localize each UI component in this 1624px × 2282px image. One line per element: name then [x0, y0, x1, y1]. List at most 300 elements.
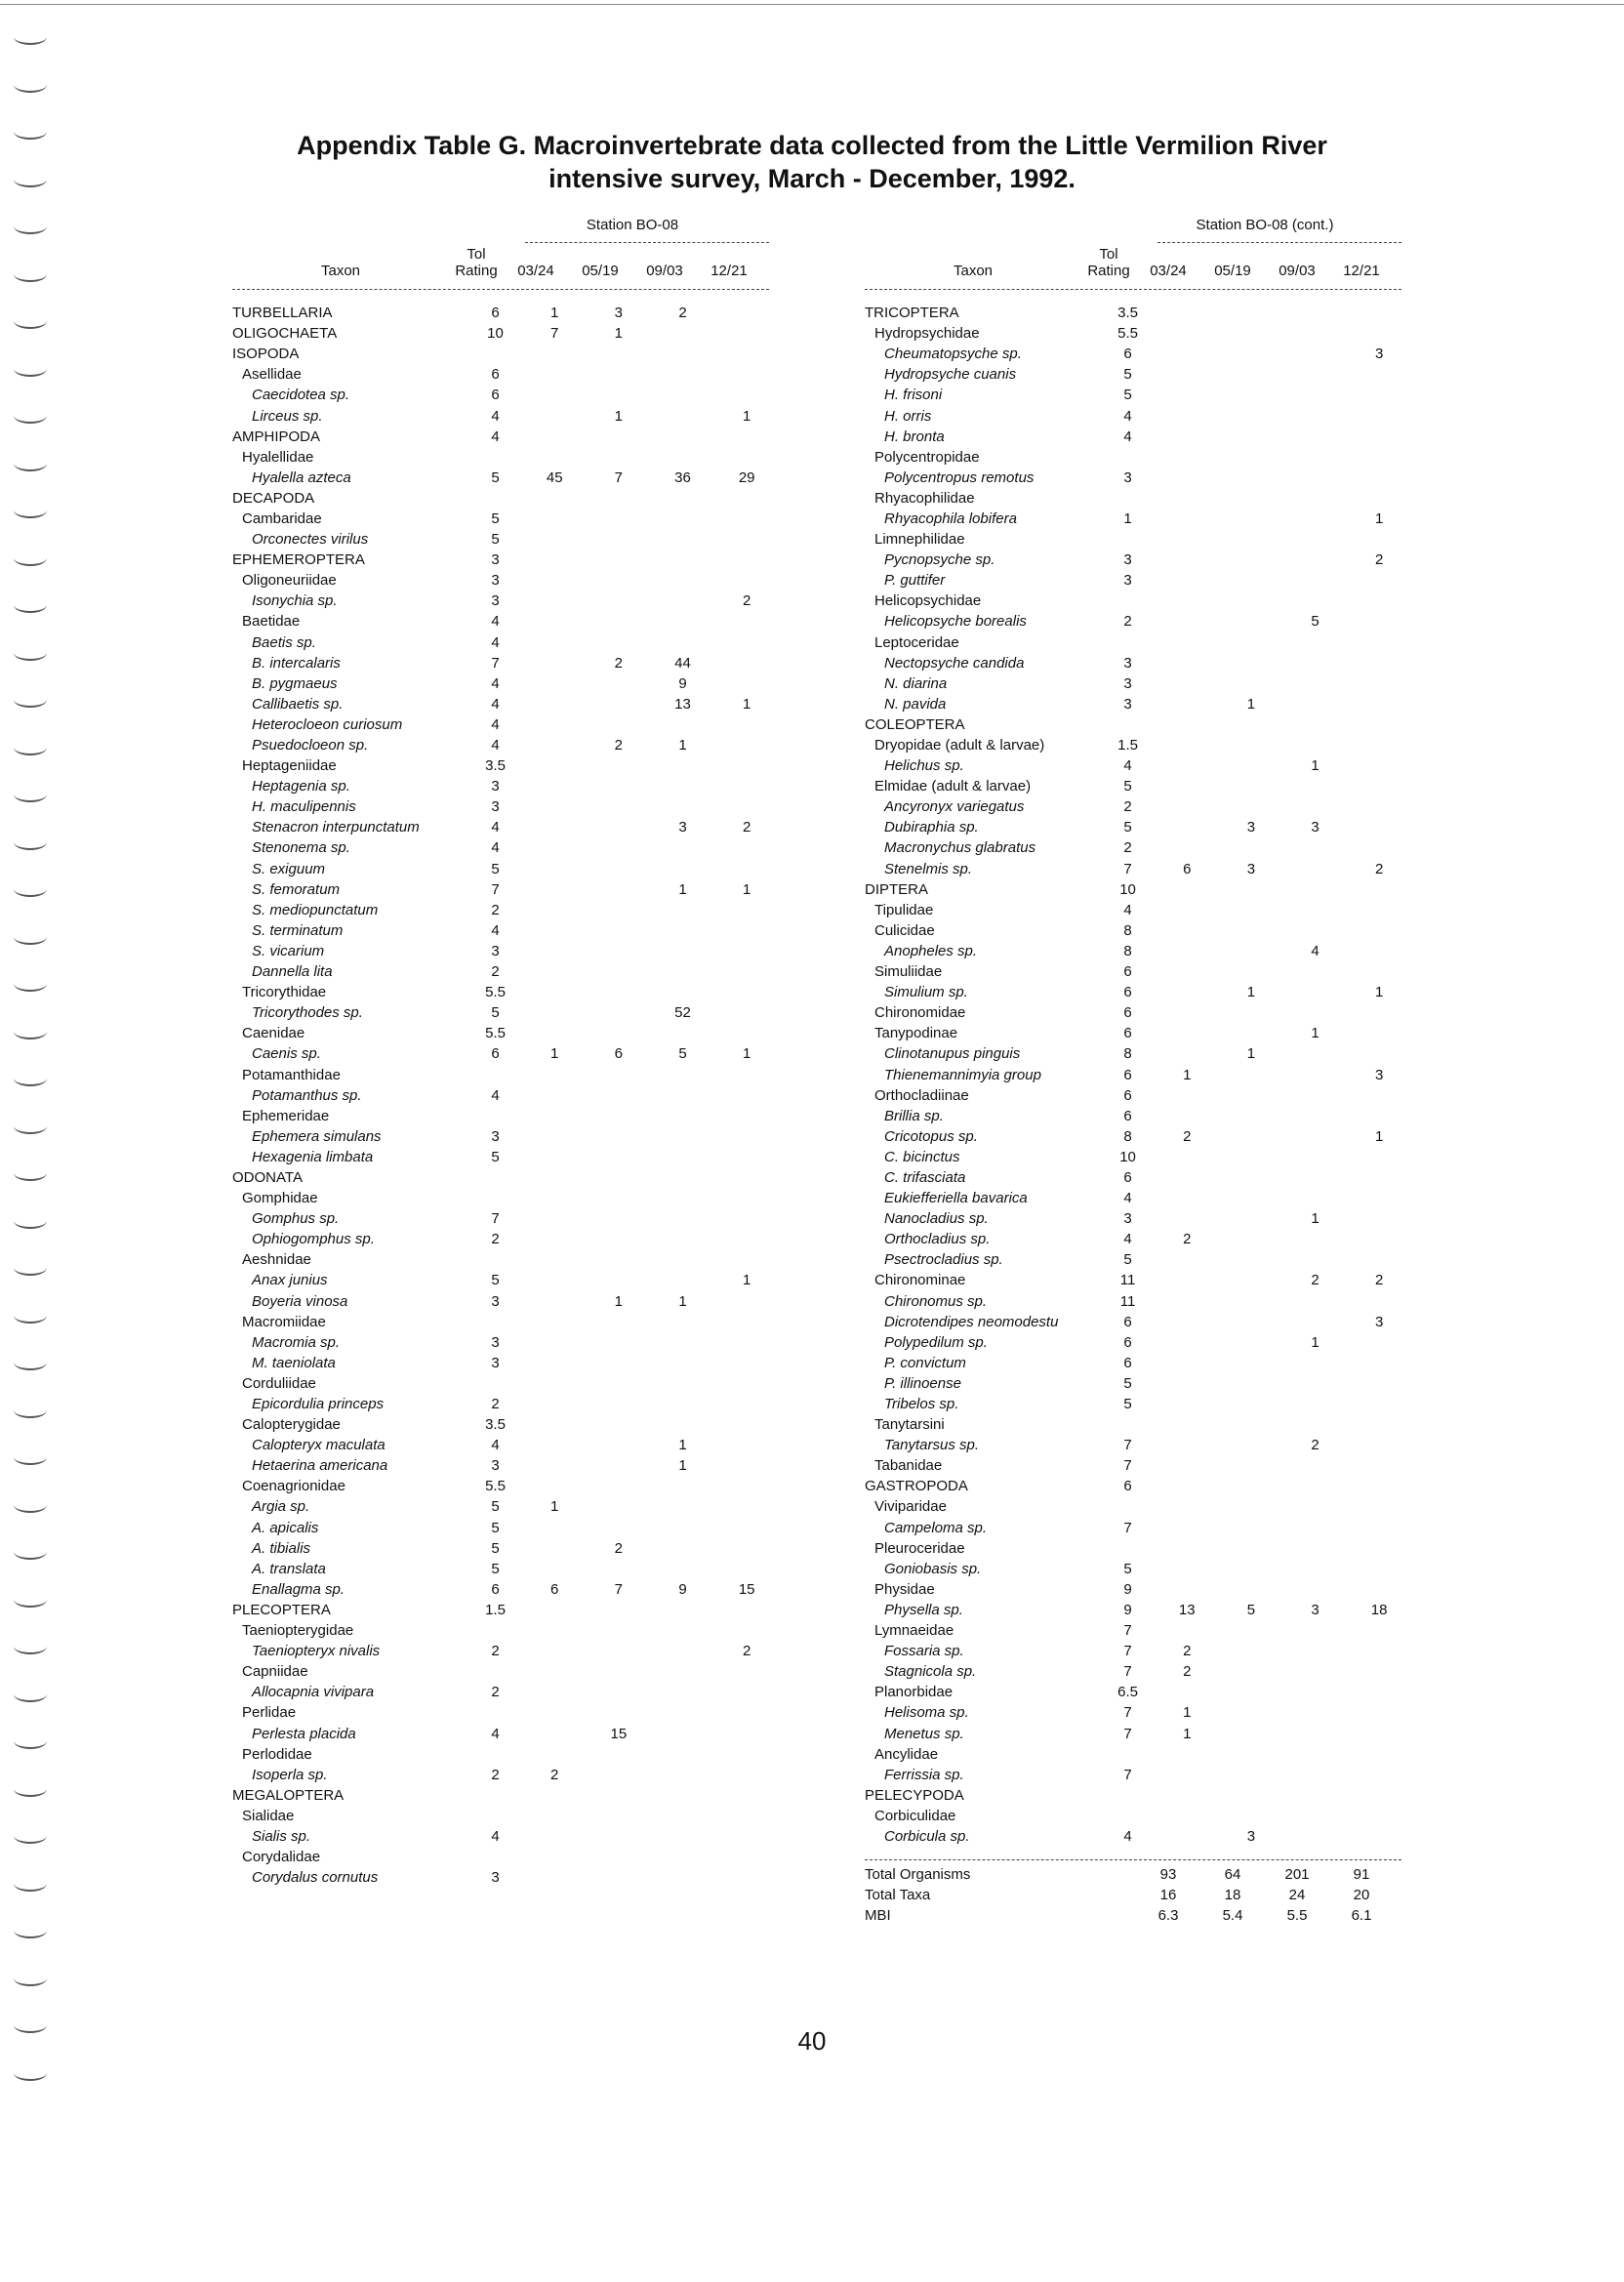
count-0519-cell — [1219, 1518, 1283, 1538]
count-0324-cell — [1155, 468, 1219, 488]
table-row — [232, 1023, 779, 1043]
binding-mark — [14, 645, 47, 661]
taxon-cell: Hydropsychidae — [874, 325, 980, 343]
tol-rating-cell: 3 — [491, 1292, 500, 1310]
tol-rating-cell — [468, 1702, 523, 1723]
totals-table — [865, 1864, 1394, 1926]
taxon-cell: GASTROPODA — [865, 1478, 968, 1495]
binding-mark — [14, 29, 47, 45]
taxon-cell: ODONATA — [232, 1168, 303, 1186]
binding-mark — [14, 1355, 47, 1370]
count-1221-cell — [1347, 1332, 1411, 1353]
tol-rating-cell — [468, 1661, 523, 1682]
table-row — [232, 837, 779, 858]
count-0519-cell — [1219, 776, 1283, 796]
count-0903-cell — [651, 405, 715, 426]
count-0903-cell — [1283, 1043, 1348, 1064]
count-0324-cell — [522, 1847, 587, 1867]
count-1221-cell — [714, 1744, 779, 1765]
taxon-cell: Tabanidae — [874, 1457, 943, 1475]
count-0324-cell — [1155, 1002, 1219, 1023]
taxon-cell: Dryopidae (adult & larvae) — [874, 737, 1045, 754]
count-1221-cell — [714, 1332, 779, 1353]
count-0519-cell — [1219, 427, 1283, 447]
count-1221-cell: 1 — [1374, 1127, 1384, 1145]
count-0519-cell — [1219, 1744, 1283, 1765]
table-row — [865, 385, 1411, 405]
tol-rating-cell: 7 — [491, 880, 500, 898]
count-0324-cell — [522, 1291, 587, 1312]
taxon-cell: Corbiculidae — [874, 1807, 956, 1824]
count-1221-cell: 1 — [1374, 509, 1384, 527]
count-0519-cell: 7 — [614, 469, 624, 486]
count-0519-cell — [587, 1867, 651, 1888]
count-0903-cell — [651, 1682, 715, 1702]
count-0903-cell — [1283, 776, 1348, 796]
count-0519-cell — [587, 1126, 651, 1147]
binding-mark — [14, 2065, 47, 2081]
count-0324-cell — [1155, 941, 1219, 961]
count-0519-cell — [1219, 1661, 1283, 1682]
count-0324-cell — [1155, 1476, 1219, 1496]
header-date-2: 05/19 — [1214, 263, 1251, 279]
binding-mark — [14, 976, 47, 992]
count-1221-cell — [714, 1312, 779, 1332]
count-0519-cell — [1219, 344, 1283, 364]
count-1221-cell — [714, 1702, 779, 1723]
taxon-cell: Stenelmis sp. — [884, 860, 973, 877]
tol-rating-cell: 5.5 — [485, 1478, 506, 1495]
count-0324-cell: 2 — [550, 1766, 559, 1783]
taxon-cell: Tricorythidae — [242, 984, 327, 1001]
binding-mark — [14, 361, 47, 377]
tol-rating-cell: 6 — [1123, 1025, 1132, 1042]
taxon-cell: Corbicula sp. — [884, 1827, 970, 1845]
count-0903-cell — [651, 859, 715, 879]
taxon-cell: Corydalus cornutus — [252, 1869, 379, 1887]
count-0324-cell — [1155, 529, 1219, 550]
count-0519-cell — [1219, 1414, 1283, 1435]
count-0519-cell — [1219, 303, 1283, 323]
table-row — [865, 1702, 1411, 1723]
count-0324-cell — [1155, 550, 1219, 570]
table-row — [232, 859, 779, 879]
count-0903-cell — [1283, 427, 1348, 447]
count-0324-cell — [1155, 1435, 1219, 1455]
table-row — [865, 1023, 1411, 1043]
tol-rating-cell: 5 — [1123, 1374, 1132, 1392]
count-0324-cell — [1155, 1332, 1219, 1353]
tol-rating-cell: 6.5 — [1117, 1684, 1138, 1701]
table-row — [232, 776, 779, 796]
tol-rating-cell: 7 — [1123, 1622, 1132, 1640]
count-0903-cell — [651, 529, 715, 550]
binding-mark — [14, 124, 47, 140]
taxon-cell: Callibaetis sp. — [252, 695, 344, 713]
count-1221-cell — [714, 961, 779, 982]
binding-mark — [14, 1071, 47, 1086]
count-0519-cell — [587, 1312, 651, 1332]
count-0519-cell — [587, 488, 651, 509]
table-row — [232, 1826, 779, 1847]
tol-rating-cell: 5 — [491, 1272, 500, 1289]
count-0903-cell — [1283, 447, 1348, 468]
count-0903-cell — [1283, 488, 1348, 509]
taxon-cell: PLECOPTERA — [232, 1601, 331, 1618]
count-0519-cell — [587, 837, 651, 858]
count-1221-cell: 2 — [742, 1643, 751, 1660]
tol-rating-cell: 4 — [491, 1437, 500, 1454]
count-0324-cell — [1155, 920, 1219, 941]
count-0903-cell — [1283, 1785, 1348, 1806]
count-0519-cell — [587, 1353, 651, 1373]
count-0324-cell — [1155, 1023, 1219, 1043]
tol-rating-cell — [1101, 529, 1156, 550]
table-row — [232, 1353, 779, 1373]
count-0324-cell — [522, 385, 587, 405]
tol-rating-cell: 7 — [1123, 1519, 1132, 1536]
count-0903-cell — [1283, 879, 1348, 900]
binding-mark — [14, 1687, 47, 1702]
taxon-cell: A. apicalis — [252, 1519, 319, 1536]
binding-mark — [14, 77, 47, 93]
title-line-2: intensive survey, March - December, 1992. — [548, 164, 1076, 193]
taxon-cell: Oligoneuriidae — [242, 572, 337, 590]
count-0324-cell — [1155, 735, 1219, 755]
count-0903-cell — [1283, 796, 1348, 817]
count-0519-cell: 3 — [614, 305, 624, 322]
binding-mark — [14, 1733, 47, 1749]
count-1221-cell — [714, 385, 779, 405]
count-0519-cell — [1219, 570, 1283, 591]
tol-rating-cell — [1101, 1785, 1156, 1806]
count-0519-cell — [1219, 385, 1283, 405]
count-1221-cell — [1347, 1291, 1411, 1312]
binding-mark — [14, 408, 47, 424]
count-0519-cell — [1219, 1126, 1283, 1147]
table-row — [232, 1002, 779, 1023]
count-0903-cell: 1 — [678, 1457, 687, 1475]
count-0519-cell — [1219, 1682, 1283, 1702]
binding-mark — [14, 1876, 47, 1892]
count-1221-cell — [1347, 1661, 1411, 1682]
count-0324-cell — [1155, 1518, 1219, 1538]
total-0519: 5.4 — [1222, 1907, 1243, 1924]
count-1221-cell — [714, 488, 779, 509]
count-0519-cell — [1219, 1620, 1283, 1641]
table-row — [865, 1002, 1411, 1023]
taxon-cell: Ephemeridae — [242, 1107, 330, 1124]
count-1221-cell — [1347, 1414, 1411, 1435]
count-0903-cell — [1283, 1641, 1348, 1661]
table-row — [865, 1518, 1411, 1538]
taxon-cell: Tanypodinae — [874, 1025, 958, 1042]
count-0903-cell — [1283, 1682, 1348, 1702]
count-0519-cell — [1219, 1106, 1283, 1126]
count-0324-cell: 6 — [1183, 860, 1192, 877]
table-row — [865, 900, 1411, 920]
count-1221-cell — [714, 611, 779, 632]
header-date-4: 12/21 — [710, 263, 748, 279]
count-0324-cell — [522, 1414, 587, 1435]
taxon-cell: A. translata — [252, 1560, 326, 1577]
table-row — [865, 1744, 1411, 1765]
taxon-cell: Orconectes virilus — [252, 531, 369, 549]
count-1221-cell — [714, 1518, 779, 1538]
taxon-cell: Aeshnidae — [242, 1251, 311, 1269]
table-row — [865, 1167, 1411, 1188]
table-row — [232, 673, 779, 694]
tol-rating-cell — [468, 1249, 523, 1270]
tol-rating-cell: 4 — [491, 674, 500, 692]
count-1221-cell — [1347, 1682, 1411, 1702]
tol-rating-cell: 2 — [491, 1766, 500, 1783]
total-0324: 16 — [1159, 1887, 1177, 1903]
count-0324-cell: 1 — [1183, 1704, 1192, 1722]
count-0519-cell — [1219, 1353, 1283, 1373]
count-0324-cell — [522, 941, 587, 961]
tol-rating-cell: 4 — [1123, 901, 1132, 918]
total-1221: 91 — [1353, 1866, 1370, 1883]
count-1221-cell — [1347, 1496, 1411, 1517]
taxon-cell: Ephemera simulans — [252, 1127, 382, 1145]
count-1221-cell — [1347, 1208, 1411, 1229]
count-0903-cell — [651, 1518, 715, 1538]
count-0903-cell — [651, 344, 715, 364]
taxon-cell: Chironominae — [874, 1272, 966, 1289]
count-0903-cell — [651, 1064, 715, 1084]
taxon-cell: B. intercalaris — [252, 654, 341, 672]
count-0903-cell: 2 — [678, 305, 687, 322]
count-0324-cell — [522, 1435, 587, 1455]
count-0324-cell: 1 — [1183, 1066, 1192, 1083]
count-0903-cell — [1283, 1167, 1348, 1188]
count-0903-cell — [651, 1702, 715, 1723]
count-0324-cell — [522, 1620, 587, 1641]
count-0519-cell — [587, 1847, 651, 1867]
tol-rating-cell: 6 — [491, 305, 500, 322]
tol-rating-cell: 4 — [491, 1725, 500, 1742]
tol-rating-cell: 3.5 — [485, 1416, 506, 1434]
count-1221-cell — [714, 1414, 779, 1435]
count-0324-cell — [522, 1270, 587, 1290]
count-0903-cell — [651, 550, 715, 570]
count-0324-cell — [1155, 1682, 1219, 1702]
count-0324-cell — [1155, 776, 1219, 796]
binding-mark — [14, 740, 47, 755]
page-title — [226, 129, 1398, 195]
count-0519-cell — [1219, 837, 1283, 858]
count-0519-cell — [1219, 653, 1283, 673]
count-0519-cell — [587, 1332, 651, 1353]
table-row — [865, 837, 1411, 858]
count-1221-cell — [714, 714, 779, 735]
count-0324-cell — [1155, 1312, 1219, 1332]
count-0903-cell — [651, 755, 715, 776]
table-row — [232, 1373, 779, 1394]
table-row — [232, 1867, 779, 1888]
tol-rating-cell: 5 — [491, 1148, 500, 1165]
count-0903-cell — [651, 1806, 715, 1826]
count-0519-cell: 2 — [614, 737, 624, 754]
count-0519-cell — [1219, 920, 1283, 941]
tol-rating-cell: 3 — [491, 1354, 500, 1371]
tol-rating-cell — [1101, 1496, 1156, 1517]
totals-row — [865, 1864, 1394, 1885]
count-1221-cell — [714, 1373, 779, 1394]
table-row — [865, 859, 1411, 879]
count-0903-cell — [651, 632, 715, 653]
table-row — [232, 1208, 779, 1229]
table-row — [865, 961, 1411, 982]
count-0519-cell — [587, 550, 651, 570]
binding-mark — [14, 550, 47, 566]
count-0519-cell — [587, 1661, 651, 1682]
count-0903-cell: 1 — [1311, 1025, 1320, 1042]
station-label-cont: Station BO-08 (cont.) — [1196, 217, 1334, 233]
table-row — [865, 1106, 1411, 1126]
count-0519-cell — [1219, 1229, 1283, 1249]
count-0903-cell — [651, 1847, 715, 1867]
count-0324-cell — [522, 735, 587, 755]
count-1221-cell — [714, 323, 779, 344]
tol-rating-cell: 3 — [491, 1869, 500, 1887]
count-1221-cell — [1347, 1723, 1411, 1743]
tol-rating-cell: 6 — [1123, 1313, 1132, 1330]
table-row — [865, 570, 1411, 591]
count-0519-cell — [1219, 1332, 1283, 1353]
tol-rating-cell — [468, 1312, 523, 1332]
count-0324-cell — [1155, 632, 1219, 653]
binding-mark — [14, 1213, 47, 1229]
count-0324-cell — [522, 1744, 587, 1765]
count-0903-cell — [1283, 1620, 1348, 1641]
count-0519-cell — [587, 1106, 651, 1126]
table-row — [865, 1188, 1411, 1208]
taxon-cell: Simulium sp. — [884, 984, 968, 1001]
count-0903-cell — [1283, 920, 1348, 941]
count-0903-cell — [1283, 837, 1348, 858]
table-row — [232, 405, 779, 426]
count-0324-cell — [522, 837, 587, 858]
count-0519-cell — [1219, 1765, 1283, 1785]
left-data-table — [232, 303, 779, 1888]
tol-rating-cell: 3 — [1123, 674, 1132, 692]
taxon-cell: Cambaridae — [242, 509, 322, 527]
table-row — [232, 1043, 779, 1064]
count-0324-cell — [522, 1229, 587, 1249]
table-row — [865, 1291, 1411, 1312]
tol-rating-cell — [1101, 1806, 1156, 1826]
binding-mark — [14, 1024, 47, 1039]
count-1221-cell — [1347, 837, 1411, 858]
table-row — [232, 1847, 779, 1867]
count-1221-cell — [1347, 323, 1411, 344]
count-1221-cell — [1347, 405, 1411, 426]
taxon-cell: Helicopsychidae — [874, 592, 982, 610]
count-0324-cell — [522, 1806, 587, 1826]
table-row — [865, 1208, 1411, 1229]
tol-rating-cell: 3 — [1123, 1210, 1132, 1228]
table-row — [865, 735, 1411, 755]
taxon-cell: Psuedocloeon sp. — [252, 737, 369, 754]
count-0903-cell — [1283, 1002, 1348, 1023]
table-row — [865, 1312, 1411, 1332]
tol-rating-cell: 6 — [1123, 1478, 1132, 1495]
totals-row — [865, 1905, 1394, 1926]
table-row — [232, 1126, 779, 1147]
table-row — [232, 1559, 779, 1579]
count-1221-cell — [714, 1620, 779, 1641]
taxon-cell: Calopterygidae — [242, 1416, 341, 1434]
tol-rating-cell: 4 — [491, 715, 500, 733]
tol-rating-cell: 3 — [1123, 469, 1132, 486]
count-0903-cell — [1283, 1661, 1348, 1682]
count-0324-cell: 1 — [550, 305, 559, 322]
taxon-cell: Chironomidae — [874, 1004, 966, 1022]
tol-rating-cell: 9 — [1123, 1580, 1132, 1598]
count-0519-cell — [587, 920, 651, 941]
count-0519-cell — [1219, 405, 1283, 426]
count-0519-cell — [587, 1600, 651, 1620]
count-1221-cell — [1347, 488, 1411, 509]
count-0519-cell — [1219, 591, 1283, 611]
count-0519-cell — [587, 1620, 651, 1641]
taxon-cell: Culicidae — [874, 921, 935, 939]
count-0324-cell — [522, 714, 587, 735]
count-1221-cell — [714, 1847, 779, 1867]
count-1221-cell — [1347, 1518, 1411, 1538]
count-0903-cell — [1283, 1085, 1348, 1106]
tol-rating-cell: 3 — [1123, 551, 1132, 569]
taxon-cell: Physidae — [874, 1580, 935, 1598]
table-row — [865, 1043, 1411, 1064]
count-0519-cell — [587, 344, 651, 364]
count-0903-cell — [1283, 961, 1348, 982]
taxon-cell: Cricotopus sp. — [884, 1127, 978, 1145]
taxon-cell: Limnephilidae — [874, 531, 965, 549]
count-0903-cell — [1283, 632, 1348, 653]
count-0903-cell — [651, 364, 715, 385]
table-row — [232, 550, 779, 570]
count-1221-cell — [1347, 941, 1411, 961]
count-1221-cell — [714, 673, 779, 694]
count-1221-cell — [714, 1353, 779, 1373]
table-row — [232, 1455, 779, 1476]
count-0903-cell: 4 — [1311, 942, 1320, 959]
tol-rating-cell: 7 — [491, 654, 500, 672]
count-0324-cell — [1155, 796, 1219, 817]
tol-rating-cell: 4 — [491, 613, 500, 631]
count-0519-cell: 1 — [614, 407, 624, 425]
count-1221-cell — [1347, 1085, 1411, 1106]
taxon-cell: Pycnopsyche sp. — [884, 551, 995, 569]
taxon-cell: Goniobasis sp. — [884, 1560, 982, 1577]
top-edge-line — [0, 4, 1624, 5]
count-0903-cell — [651, 1249, 715, 1270]
count-0324-cell — [522, 1167, 587, 1188]
tol-rating-cell — [1101, 1744, 1156, 1765]
taxon-cell: Corydalidae — [242, 1849, 321, 1866]
table-row — [865, 879, 1411, 900]
taxon-cell: Baetidae — [242, 613, 301, 631]
count-0324-cell — [1155, 900, 1219, 920]
count-0324-cell — [522, 1682, 587, 1702]
table-row — [865, 323, 1411, 344]
count-0324-cell — [1155, 1559, 1219, 1579]
count-0903-cell — [1283, 1312, 1348, 1332]
table-row — [232, 632, 779, 653]
